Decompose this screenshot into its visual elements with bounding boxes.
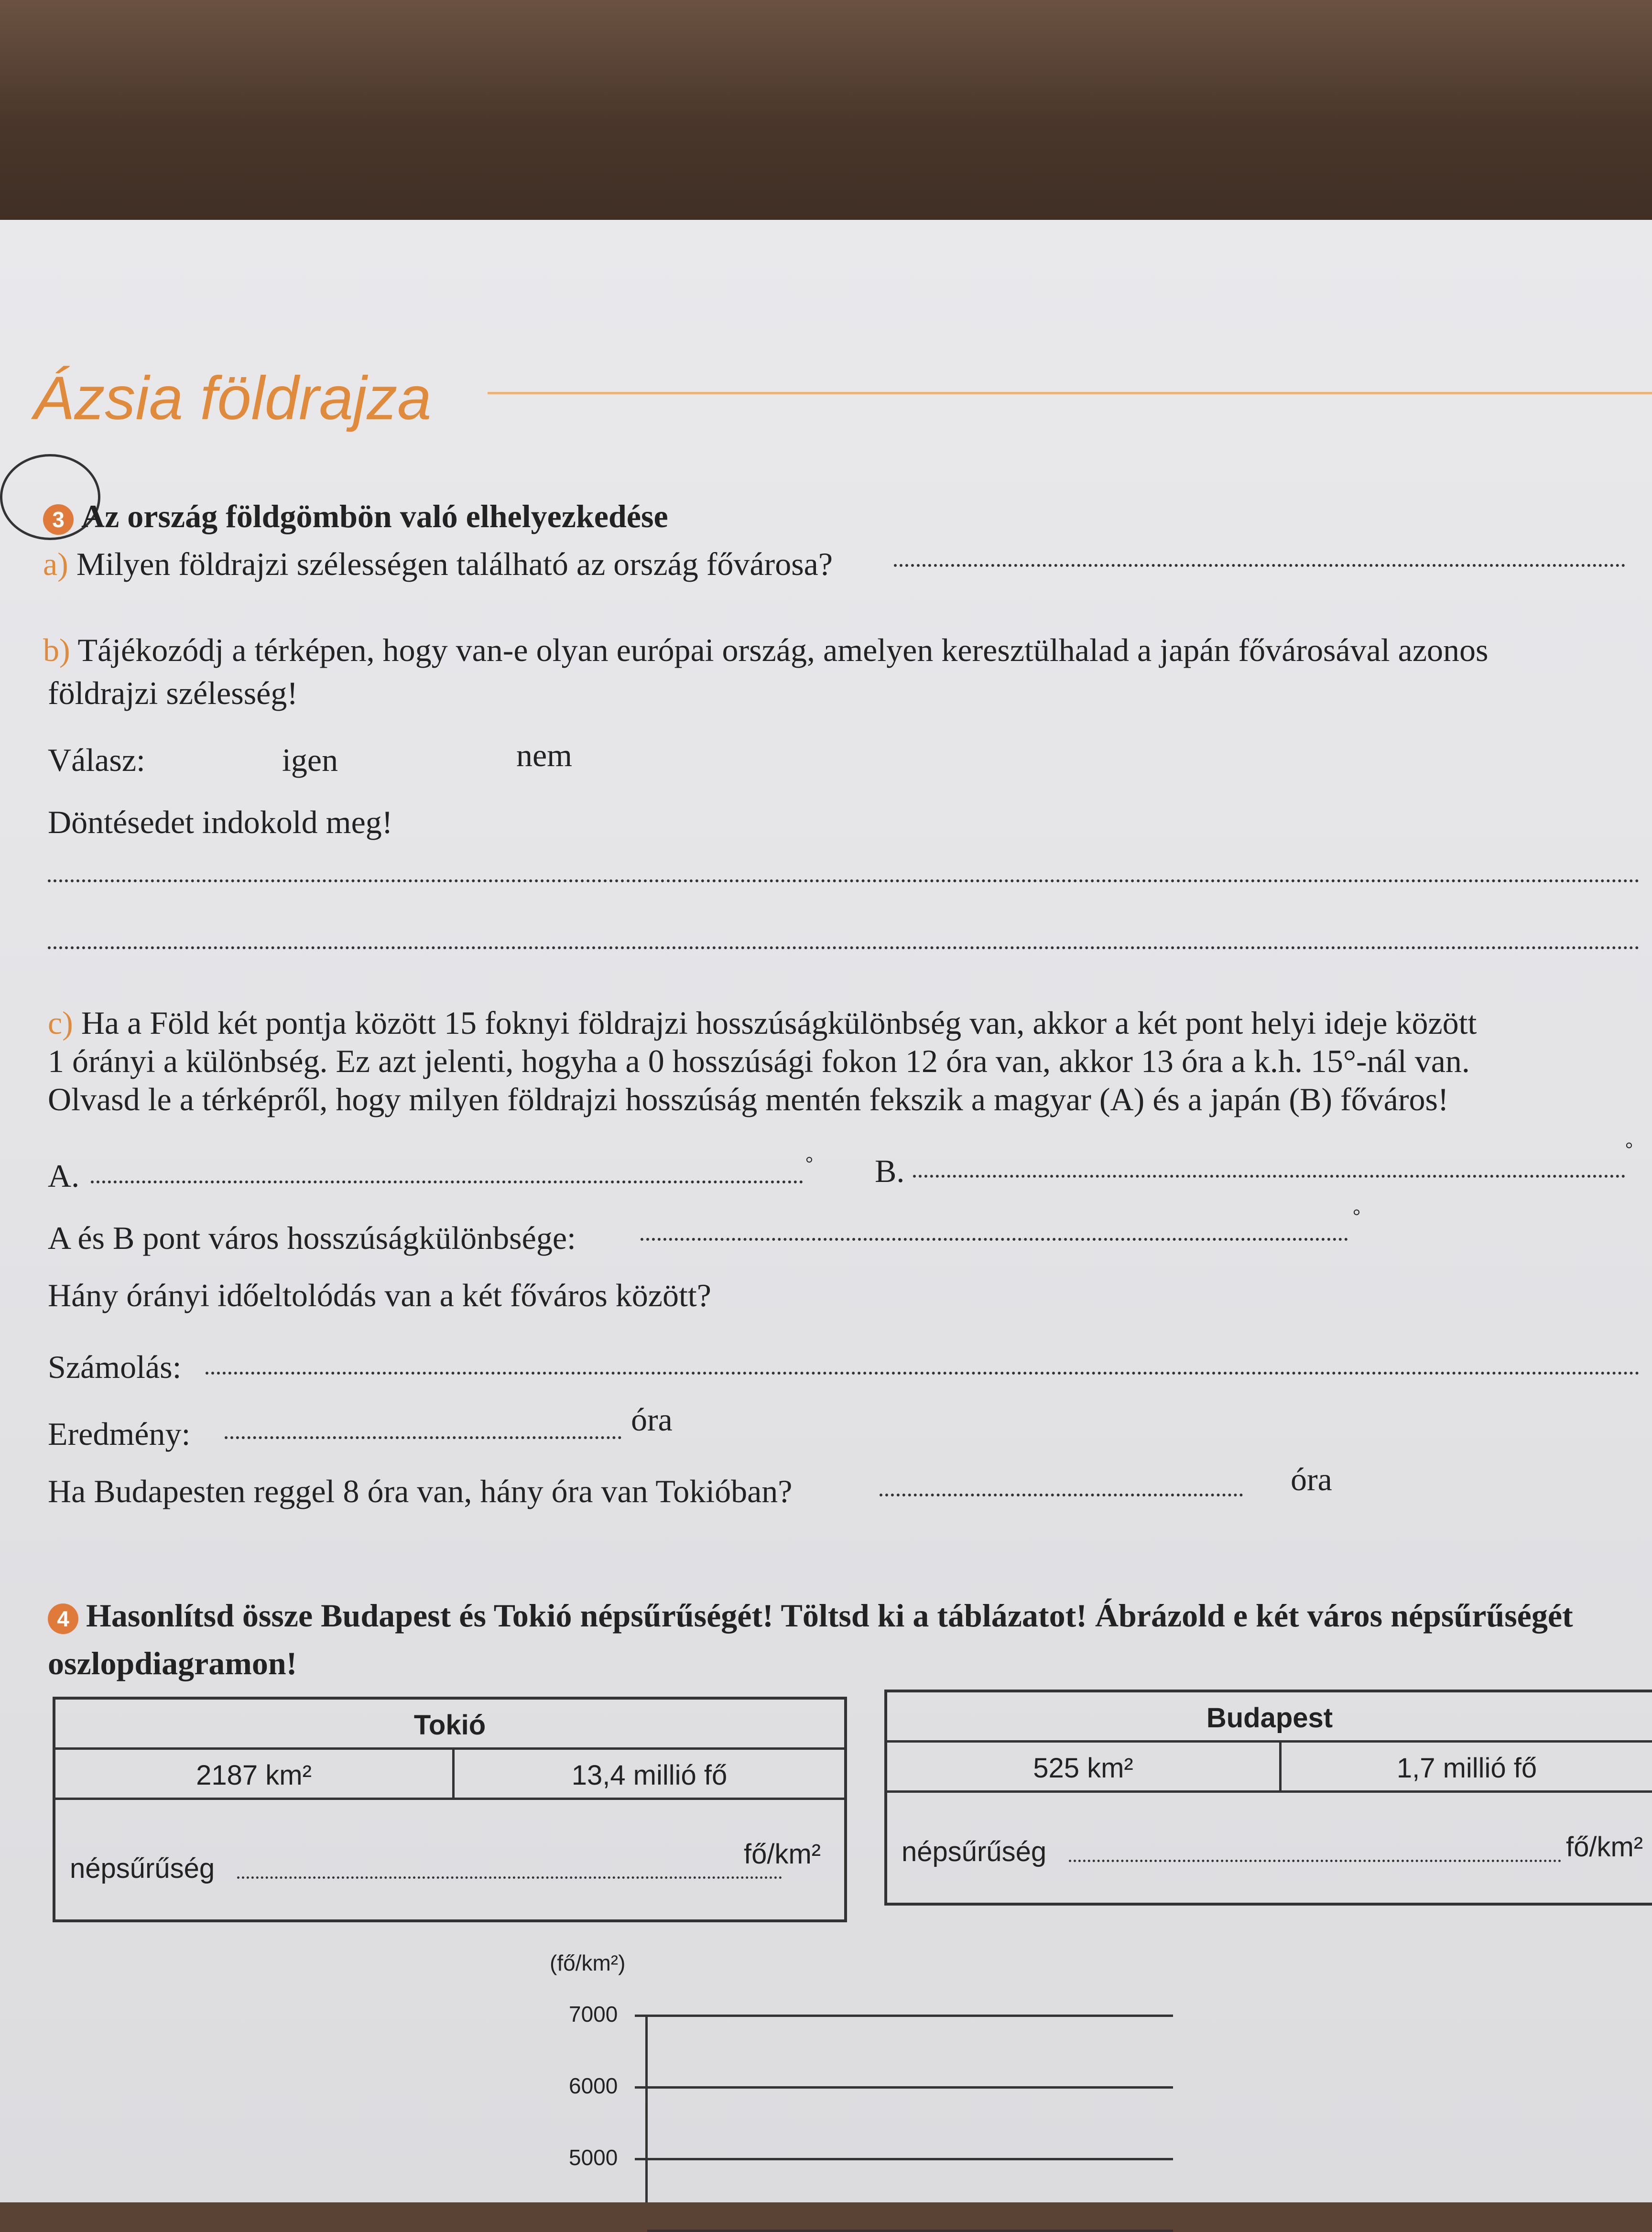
tokyo-time-answer-line[interactable] xyxy=(880,1494,1243,1496)
task4-number-badge: 4 xyxy=(48,1604,78,1634)
point-b-answer-line[interactable] xyxy=(913,1175,1625,1178)
budapest-divider xyxy=(1279,1743,1282,1790)
tokio-density-unit: fő/km² xyxy=(744,1839,821,1870)
result-hour-unit: óra xyxy=(631,1401,673,1438)
tokyo-time-question: Ha Budapesten reggel 8 óra van, hány óra van Tokióban? xyxy=(48,1473,793,1509)
task3c-text-1: Ha a Föld két pontja között 15 foknyi földrajzi hosszúságkülönbség van, akkor a két pont helyi ideje között xyxy=(81,1005,1477,1041)
budapest-density-unit: fő/km² xyxy=(1566,1831,1643,1863)
task3a-letter: a) xyxy=(43,546,68,582)
answer-label: Válasz: xyxy=(48,742,145,778)
point-b-label: B. xyxy=(875,1153,905,1189)
task3-heading xyxy=(43,497,668,536)
y-tick-label: 7000 xyxy=(569,2002,618,2026)
budapest-area: 525 km² xyxy=(1033,1753,1133,1784)
tokio-density-label: népsűrűség xyxy=(70,1853,215,1884)
task3b-question-line1 xyxy=(43,631,1489,670)
task3c-letter: c) xyxy=(48,1005,73,1041)
budapest-header-row xyxy=(887,1692,1652,1743)
y-tick-label: 5000 xyxy=(569,2145,618,2170)
page-title: Ázsia földrajza xyxy=(33,364,432,433)
gridline xyxy=(647,2230,1173,2232)
answer-option-no[interactable]: nem xyxy=(516,737,573,773)
task3c-line1 xyxy=(48,1004,1477,1043)
answer-option-yes[interactable]: igen xyxy=(282,742,338,778)
gridline xyxy=(647,2015,1173,2017)
task4-text-2: oszlopdiagramon! xyxy=(48,1645,297,1681)
task3a-question xyxy=(43,545,833,584)
calc-label: Számolás: xyxy=(48,1349,182,1385)
tokio-table xyxy=(53,1697,847,1922)
calc-answer-line[interactable] xyxy=(206,1372,1640,1375)
tokio-header-row xyxy=(55,1700,844,1750)
tokio-density-answer-line[interactable] xyxy=(237,1876,782,1879)
budapest-name: Budapest xyxy=(1206,1702,1333,1734)
budapest-data-row xyxy=(887,1743,1652,1793)
y-axis-line xyxy=(645,2015,648,2202)
task3a-text: Milyen földrajzi szélességen található az ország fővárosa? xyxy=(76,546,833,582)
task3a-answer-line[interactable] xyxy=(894,564,1625,567)
gridline xyxy=(647,2086,1173,2089)
justify-line-1[interactable] xyxy=(48,879,1640,882)
tokio-population: 13,4 millió fő xyxy=(571,1760,728,1791)
task3b-letter: b) xyxy=(43,632,70,668)
hours-question: Hány órányi időeltolódás van a két főváros között? xyxy=(48,1277,711,1313)
task4-line1 xyxy=(48,1596,1573,1636)
workbook-page xyxy=(0,220,1652,2202)
tokio-area: 2187 km² xyxy=(196,1760,312,1791)
y-tick-label: 6000 xyxy=(569,2073,618,2098)
justify-line-2[interactable] xyxy=(48,946,1640,949)
budapest-population: 1,7 millió fő xyxy=(1396,1753,1537,1784)
justify-prompt: Döntésedet indokold meg! xyxy=(48,804,393,840)
point-b-degree: ° xyxy=(1625,1138,1633,1159)
diff-degree: ° xyxy=(1353,1205,1360,1226)
result-answer-line[interactable] xyxy=(225,1436,621,1439)
tokio-divider xyxy=(452,1750,455,1798)
task3-number-badge: 3 xyxy=(43,504,74,535)
title-rule xyxy=(488,392,1652,394)
result-label: Eredmény: xyxy=(48,1416,191,1452)
point-a-label: A. xyxy=(48,1158,80,1194)
budapest-table xyxy=(884,1690,1652,1906)
diff-label: A és B pont város hosszúságkülönbsége: xyxy=(48,1220,576,1256)
gridline xyxy=(647,2158,1173,2160)
budapest-density-label: népsűrűség xyxy=(902,1836,1047,1867)
task3b-text-2: földrajzi szélesség! xyxy=(48,675,298,711)
task3b-text-1: Tájékozódj a térképen, hogy van-e olyan európai ország, amelyen keresztülhalad a japán fővárosával azonos xyxy=(77,632,1489,668)
task4-text-1: Hasonlítsd össze Budapest és Tokió népsűrűségét! Töltsd ki a táblázatot! Ábrázold e két város népsűrűségét xyxy=(86,1597,1573,1634)
tokyo-hour-unit: óra xyxy=(1291,1461,1332,1497)
tokio-data-row xyxy=(55,1750,844,1800)
task3-heading-text: Az ország földgömbön való elhelyezkedése xyxy=(81,498,668,534)
task3c-text-3: Olvasd le a térképről, hogy milyen földrajzi hosszúság mentén fekszik a magyar (A) és a japán (B) főváros! xyxy=(48,1081,1449,1117)
tokio-name: Tokió xyxy=(413,1710,486,1741)
point-a-answer-line[interactable] xyxy=(91,1181,803,1183)
task3c-text-2: 1 órányi a különbség. Ez azt jelenti, hogyha a 0 hosszúsági fokon 12 óra van, akkor 13 óra a k.h. 15°-nál van. xyxy=(48,1043,1470,1079)
point-a-degree: ° xyxy=(805,1152,813,1174)
chart-y-axis-label: (fő/km²) xyxy=(550,1950,626,1975)
diff-answer-line[interactable] xyxy=(641,1238,1348,1241)
budapest-density-answer-line[interactable] xyxy=(1069,1860,1561,1862)
